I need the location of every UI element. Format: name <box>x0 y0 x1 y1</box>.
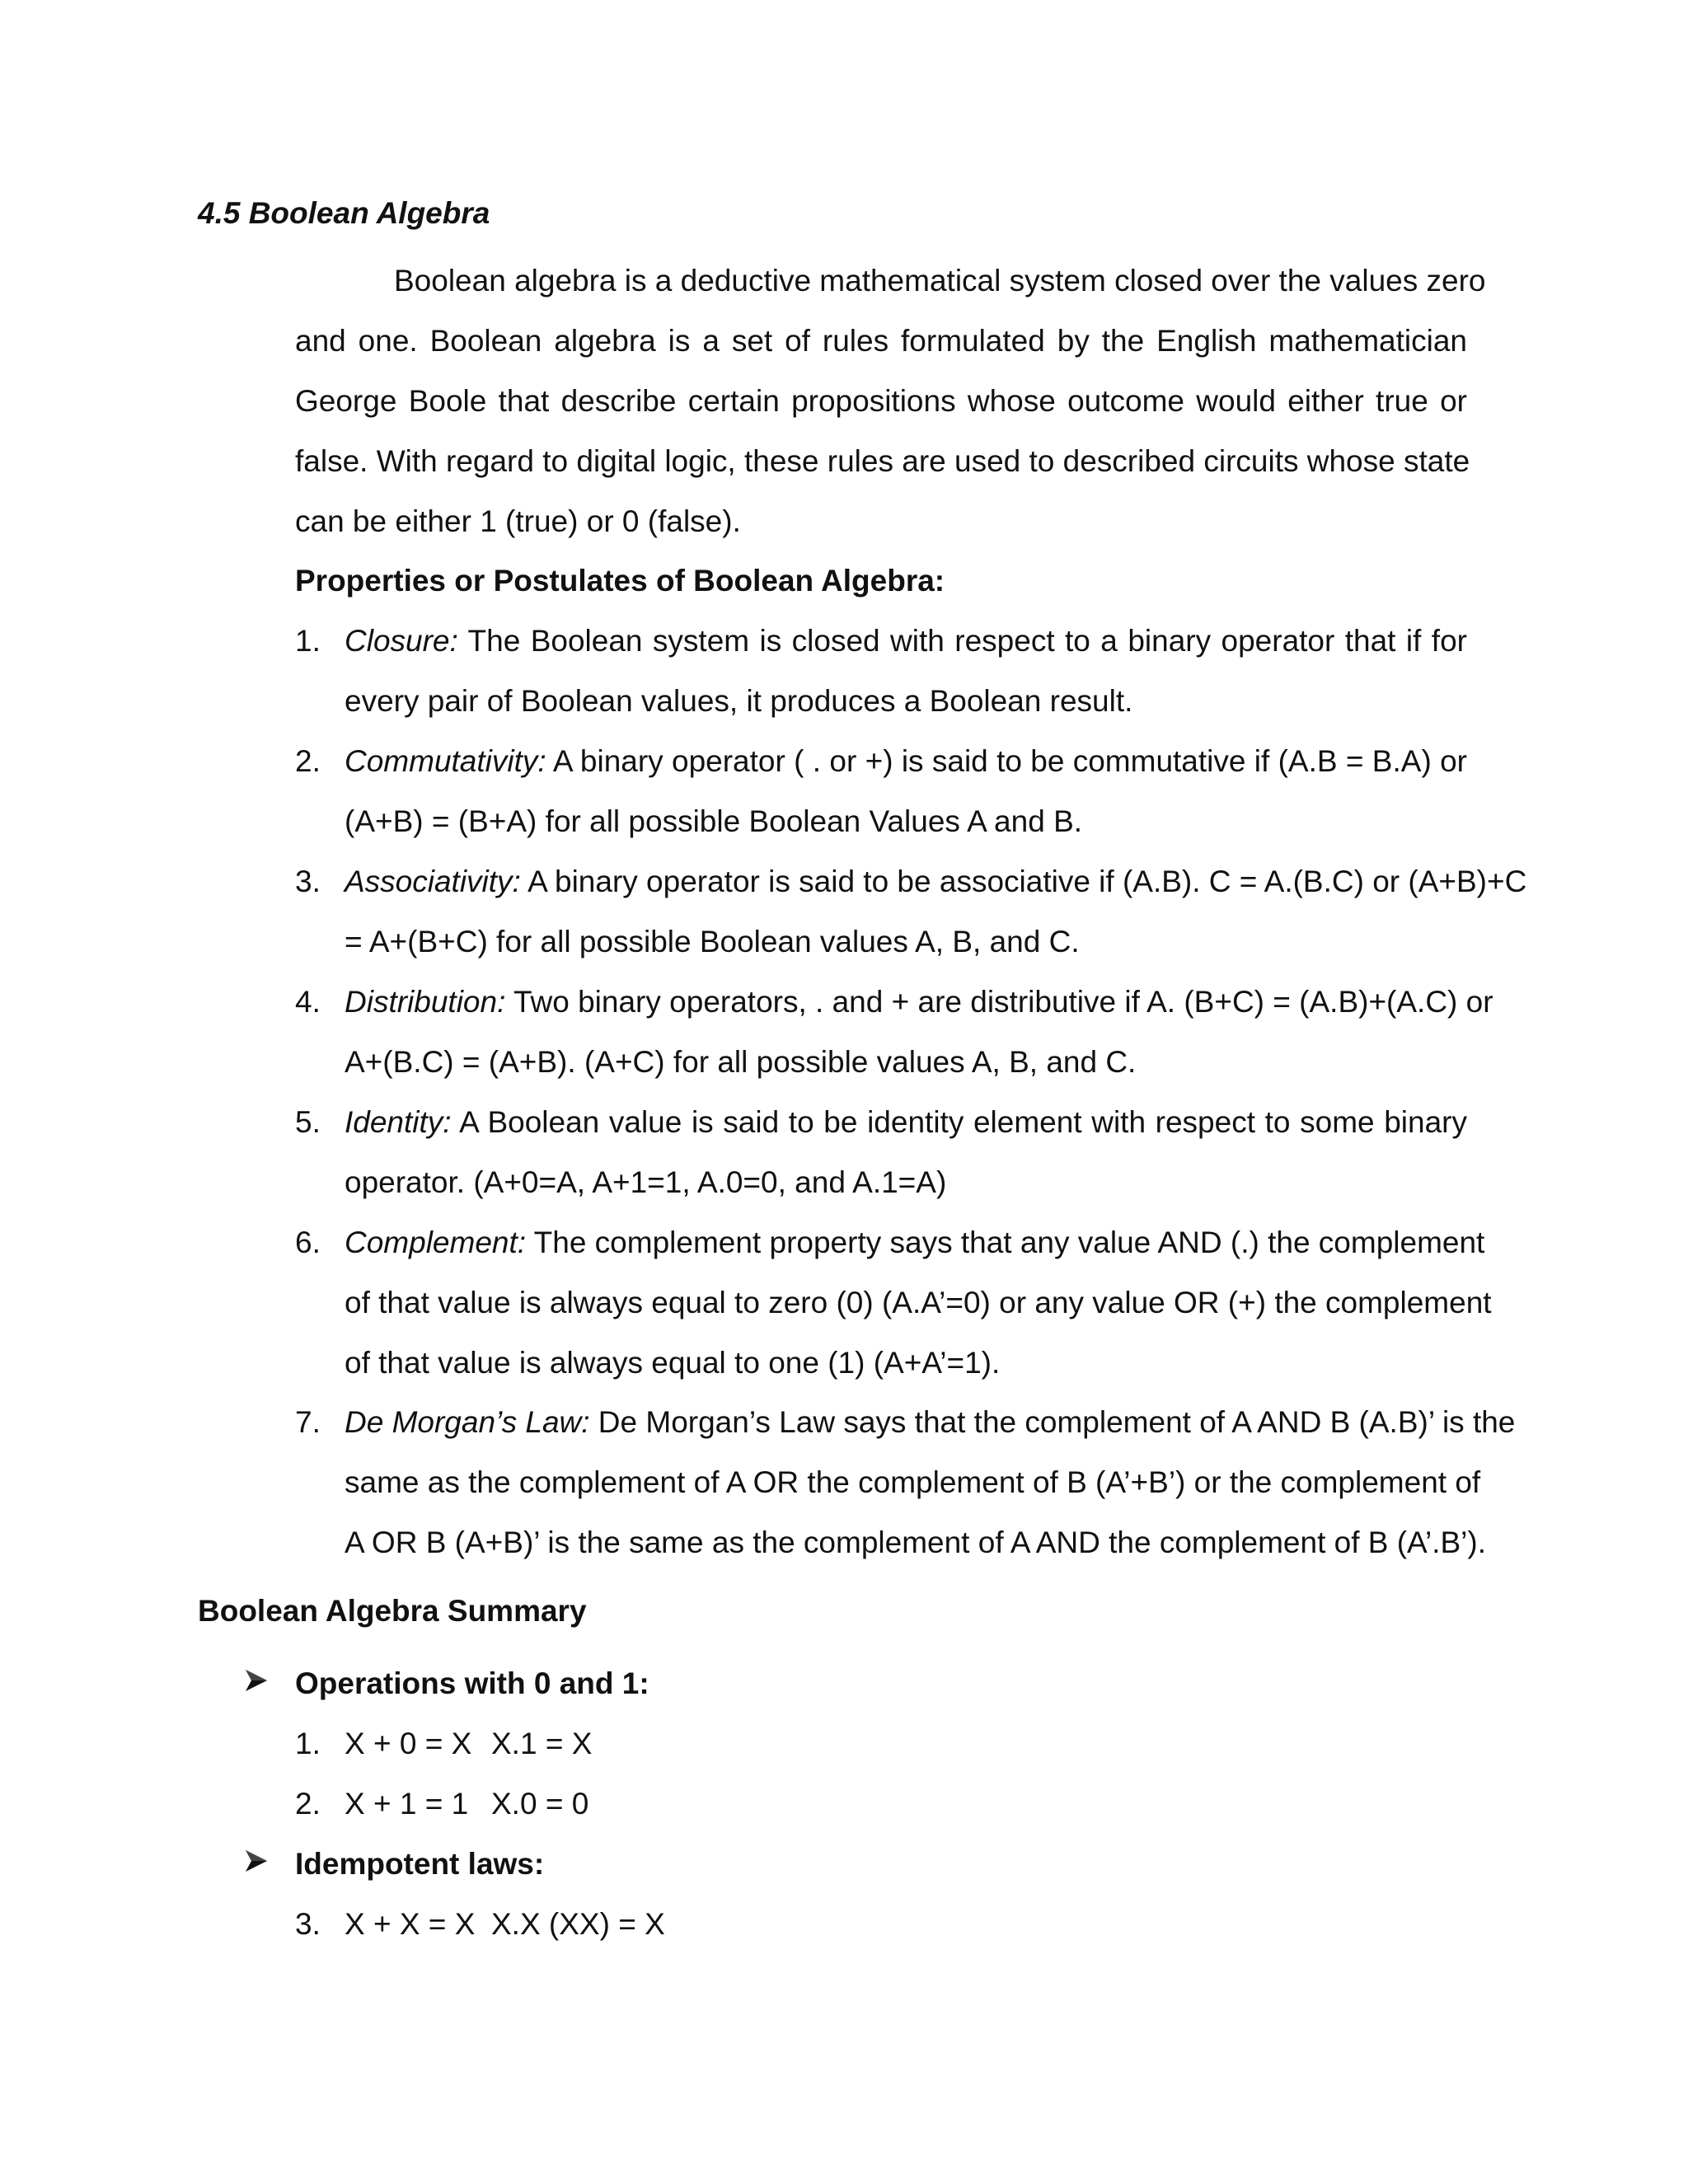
property-text: A binary operator ( . or +) is said to be commutative if (A.B = B.A) or <box>546 744 1467 778</box>
list-number: 2. <box>295 744 321 778</box>
property-line <box>345 865 1527 899</box>
intro-line: Boolean algebra is a deductive mathematical system closed over the values zero <box>394 264 1486 298</box>
list-number: 7. <box>295 1405 321 1439</box>
property-text: The Boolean system is closed with respect to a binary operator that if for <box>457 624 1467 658</box>
property-text: Two binary operators, . and + are distributive if A. (B+C) = (A.B)+(A.C) or <box>505 985 1493 1019</box>
property-text: A Boolean value is said to be identity element with respect to some binary <box>451 1105 1467 1139</box>
property-term: Commutativity: <box>345 744 546 778</box>
list-number: 4. <box>295 985 321 1019</box>
summary-group-heading: Operations with 0 and 1: <box>295 1666 649 1700</box>
arrow-bullet-icon <box>244 1668 269 1693</box>
intro-line: false. With regard to digital logic, these rules are used to described circuits whose state <box>295 444 1470 478</box>
list-number: 2. <box>295 1787 321 1821</box>
list-number: 5. <box>295 1105 321 1139</box>
property-line: = A+(B+C) for all possible Boolean values A, B, and C. <box>345 925 1080 958</box>
property-text: De Morgan’s Law says that the complement of A AND B (A.B)’ is the <box>589 1405 1516 1439</box>
property-line: of that value is always equal to one (1) (A+A’=1). <box>345 1346 1001 1380</box>
property-term: De Morgan’s Law: <box>345 1405 590 1439</box>
law-expression: X + 1 = 1 <box>345 1787 469 1821</box>
law-expression: X.0 = 0 <box>491 1787 589 1821</box>
intro-line: and one. Boolean algebra is a set of rules formulated by the English mathematician <box>295 324 1467 358</box>
list-number: 3. <box>295 1907 321 1941</box>
law-expression: X + 0 = X <box>345 1727 472 1760</box>
property-term: Closure: <box>345 624 458 658</box>
property-line <box>345 1105 1467 1140</box>
summary-title: Boolean Algebra Summary <box>198 1594 587 1628</box>
property-line: of that value is always equal to zero (0) (A.A’=0) or any value OR (+) the complement <box>345 1286 1492 1319</box>
list-number: 1. <box>295 1727 321 1760</box>
law-expression: X + X = X <box>345 1907 476 1941</box>
summary-group-heading: Idempotent laws: <box>295 1847 545 1881</box>
list-number: 1. <box>295 624 321 658</box>
property-line <box>345 744 1467 779</box>
arrow-bullet-icon <box>244 1849 269 1873</box>
property-term: Associativity: <box>345 865 521 898</box>
intro-line: can be either 1 (true) or 0 (false). <box>295 504 741 538</box>
property-line: every pair of Boolean values, it produces a Boolean result. <box>345 684 1133 718</box>
property-line <box>345 1405 1516 1440</box>
property-line: operator. (A+0=A, A+1=1, A.0=0, and A.1=A) <box>345 1165 947 1199</box>
list-number: 6. <box>295 1226 321 1259</box>
property-term: Distribution: <box>345 985 506 1019</box>
property-line: same as the complement of A OR the complement of B (A’+B’) or the complement of <box>345 1465 1481 1499</box>
property-line: A+(B.C) = (A+B). (A+C) for all possible values A, B, and C. <box>345 1045 1137 1079</box>
property-line: A OR B (A+B)’ is the same as the complement of A AND the complement of B (A’.B’). <box>345 1526 1486 1559</box>
law-expression: X.1 = X <box>491 1727 593 1760</box>
list-number: 3. <box>295 865 321 898</box>
property-line <box>345 985 1493 1019</box>
section-title: 4.5 Boolean Algebra <box>198 196 490 230</box>
property-line <box>345 1226 1485 1260</box>
property-term: Identity: <box>345 1105 452 1139</box>
property-text: The complement property says that any value AND (.) the complement <box>526 1226 1485 1259</box>
property-line: (A+B) = (B+A) for all possible Boolean Values A and B. <box>345 804 1083 838</box>
property-line <box>345 624 1467 658</box>
law-expression: X.X (XX) = X <box>491 1907 665 1941</box>
intro-line: George Boole that describe certain propositions whose outcome would either true or <box>295 384 1467 418</box>
properties-heading: Properties or Postulates of Boolean Algebra: <box>295 564 945 598</box>
property-term: Complement: <box>345 1226 527 1259</box>
property-text: A binary operator is said to be associative if (A.B). C = A.(B.C) or (A+B)+C <box>520 865 1527 898</box>
